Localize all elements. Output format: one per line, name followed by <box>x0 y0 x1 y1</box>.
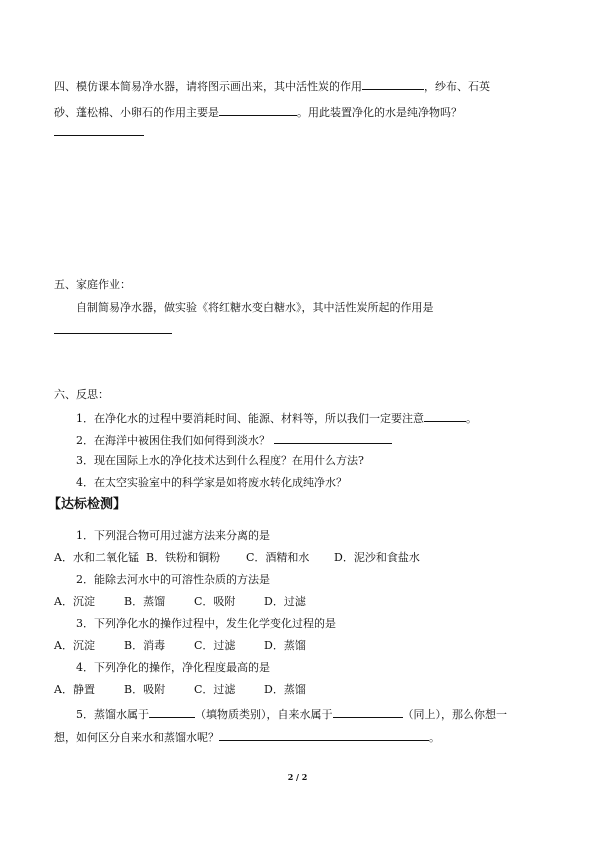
sec6-q4: 4．在太空实验室中的科学家是如将废水转化成纯净水？ <box>76 476 347 489</box>
option-b[interactable]: B．吸附 <box>124 683 166 696</box>
option-c[interactable]: C．吸附 <box>194 595 236 608</box>
test-q3: 3．下列净化水的操作过程中，发生化学变化过程的是 <box>76 617 336 630</box>
option-d[interactable]: D．蒸馏 <box>264 639 306 652</box>
option-b[interactable]: B．铁粉和铜粉 <box>146 551 221 564</box>
answer-blank[interactable] <box>149 706 195 718</box>
answer-blank[interactable] <box>54 124 144 136</box>
sec6-q3: 3．现在国际上水的净化技术达到什么程度？在用什么方法? <box>76 454 364 467</box>
sec6-q1-text: 1．在净化水的过程中要消耗时间、能源、材料等，所以我们一定要注意 <box>76 412 424 425</box>
option-d[interactable]: D．过滤 <box>264 595 306 608</box>
option-d[interactable]: D．蒸馏 <box>264 683 306 696</box>
test-q4: 4．下列净化的操作，净化程度最高的是 <box>76 661 270 674</box>
test-q5-line1 <box>76 706 507 722</box>
test-q1: 1．下列混合物可用过滤方法来分离的是 <box>76 529 270 542</box>
option-b[interactable]: B．消毒 <box>124 639 166 652</box>
option-c[interactable]: C．酒精和水 <box>246 551 310 564</box>
option-a[interactable]: A．沉淀 <box>54 639 95 652</box>
test-header: 【达标检测】 <box>48 497 127 512</box>
test-q5-text-b: （填物质类别），自来水属于 <box>195 708 333 721</box>
option-c[interactable]: C．过滤 <box>194 683 236 696</box>
sec6-title: 六、反思： <box>54 388 109 401</box>
test-q2: 2．能除去河水中的可溶性杂质的方法是 <box>76 573 270 586</box>
test-q3-options <box>54 639 306 653</box>
test-q1-options <box>54 551 420 565</box>
option-c[interactable]: C．过滤 <box>194 639 236 652</box>
test-q5-text-a: 5．蒸馏水属于 <box>76 708 149 721</box>
test-q5-text-d: 想，如何区分自来水和蒸馏水呢？ <box>54 731 219 744</box>
test-q2-options <box>54 595 306 609</box>
test-q5-line2 <box>54 729 440 745</box>
sec4-line2 <box>54 104 462 120</box>
sec4-text-b: ，纱布、石英 <box>424 80 490 93</box>
sec6-q1-end: 。 <box>466 412 477 425</box>
test-q4-options <box>54 683 306 697</box>
sec4-line1 <box>54 78 490 94</box>
sec4-text-d: 。用此装置净化的水是纯净物吗？ <box>297 106 462 119</box>
option-a[interactable]: A．静置 <box>54 683 95 696</box>
answer-blank[interactable] <box>274 432 392 444</box>
sec4-line3 <box>54 124 144 140</box>
answer-blank[interactable] <box>362 78 424 90</box>
answer-blank[interactable] <box>219 729 429 741</box>
option-b[interactable]: B．蒸馏 <box>124 595 166 608</box>
sec5-title: 五、家庭作业： <box>54 278 131 291</box>
option-a[interactable]: A．沉淀 <box>54 595 95 608</box>
option-a[interactable]: A．水和二氧化锰 <box>54 551 139 564</box>
answer-blank[interactable] <box>424 410 466 422</box>
test-q5-text-c: （同上），那么你想一 <box>402 708 507 721</box>
option-d[interactable]: D．泥沙和食盐水 <box>334 551 420 564</box>
test-q5-text-e: 。 <box>429 731 440 744</box>
sec4-text-a: 四、模仿课本简易净水器，请将图示画出来，其中活性炭的作用 <box>54 80 362 93</box>
answer-blank[interactable] <box>219 104 297 116</box>
sec5-blank-line <box>54 322 172 338</box>
page-number: 2 / 2 <box>287 772 308 782</box>
sec4-text-c: 砂、蓬松棉、小卵石的作用主要是 <box>54 106 219 119</box>
sec5-text: 自制简易净水器，做实验《将红糖水变白糖水》，其中活性炭所起的作用是 <box>76 301 434 314</box>
sec6-q2 <box>76 432 392 448</box>
answer-blank[interactable] <box>54 322 172 334</box>
sec6-q2-text: 2．在海洋中被困住我们如何得到淡水？ <box>76 434 270 447</box>
sec6-q1 <box>76 410 477 426</box>
answer-blank[interactable] <box>333 706 403 718</box>
